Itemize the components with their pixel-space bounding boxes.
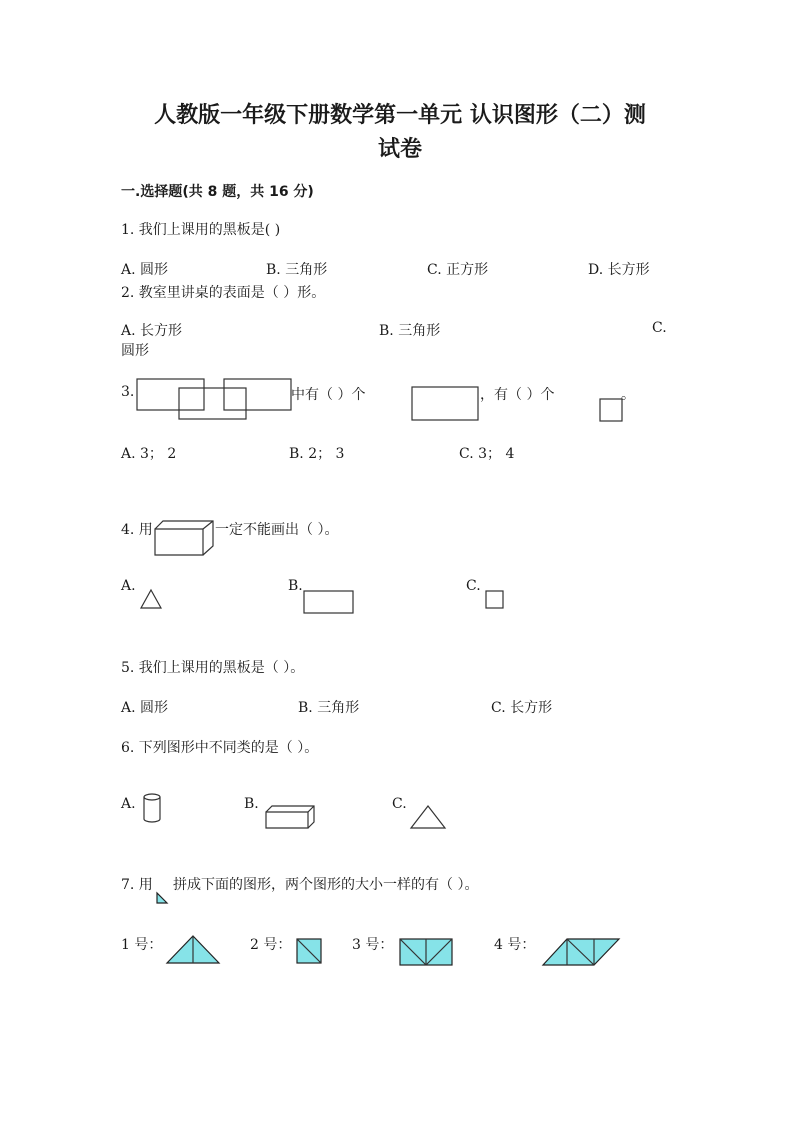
question-3-number: 3. bbox=[121, 384, 135, 400]
question-4-option-c: C. bbox=[466, 578, 481, 594]
question-1-option-b: B. 三角形 bbox=[266, 262, 328, 278]
question-6-option-c: C. bbox=[392, 796, 407, 812]
figure-1-triangle-icon bbox=[166, 935, 222, 967]
question-5-option-b: B. 三角形 bbox=[298, 700, 360, 716]
rectangle-icon bbox=[411, 386, 481, 422]
question-7-number: 7. 用 bbox=[121, 877, 153, 893]
question-4-option-b: B. bbox=[288, 578, 303, 594]
question-2-option-c: C. bbox=[652, 320, 667, 336]
figure-2-label: 2 号： bbox=[250, 937, 292, 953]
figure-rect-1 bbox=[137, 379, 204, 410]
triangle-icon bbox=[140, 588, 164, 610]
triangle-icon bbox=[410, 804, 448, 830]
question-1-option-d: D. 长方形 bbox=[588, 262, 650, 278]
question-4-option-a: A. bbox=[121, 578, 136, 594]
section-heading: 一.选择题(共 8 题，共 16 分) bbox=[121, 184, 314, 200]
question-6-stem: 6. 下列图形中不同类的是（ ）。 bbox=[121, 740, 319, 756]
question-5-option-c: C. 长方形 bbox=[491, 700, 553, 716]
question-5-option-a: A. 圆形 bbox=[121, 700, 169, 716]
small-triangle-piece-icon bbox=[156, 892, 170, 906]
figure-rect-2 bbox=[224, 379, 291, 410]
figure-3-label: 3 号： bbox=[352, 937, 394, 953]
question-7-stem: 拼成下面的图形，两个图形的大小一样的有（ ）。 bbox=[173, 877, 479, 893]
question-3-mid-text: 中有（ ）个 bbox=[291, 387, 366, 403]
page-title-continued: 试卷 bbox=[377, 137, 422, 162]
cuboid-icon bbox=[153, 519, 217, 557]
figure-3-rectangle-icon bbox=[399, 938, 455, 968]
question-2-option-b: B. 三角形 bbox=[379, 323, 441, 339]
question-1-option-c: C. 正方形 bbox=[427, 262, 489, 278]
figure-4-label: 4 号： bbox=[494, 937, 536, 953]
question-4-stem: 一定不能画出（ ）。 bbox=[215, 522, 339, 538]
overlapping-squares-figure bbox=[136, 378, 296, 422]
figure-2-square-icon bbox=[296, 938, 324, 966]
cylinder-icon bbox=[142, 793, 164, 825]
page-title: 人教版一年级下册数学第一单元 认识图形（二）测 bbox=[154, 103, 646, 128]
question-3-option-b: B. 2； 3 bbox=[289, 446, 345, 462]
question-3-option-a: A. 3； 2 bbox=[121, 446, 177, 462]
figure-1-label: 1 号： bbox=[121, 937, 163, 953]
question-5-stem: 5. 我们上课用的黑板是（ ）。 bbox=[121, 660, 305, 676]
question-3-end-text: ，有（ ）个 bbox=[480, 387, 555, 403]
question-2-stem: 2. 教室里讲桌的表面是（ ）形。 bbox=[121, 285, 326, 301]
question-6-option-a: A. bbox=[121, 796, 136, 812]
question-4-number: 4. 用 bbox=[121, 522, 153, 538]
rectangle-icon bbox=[303, 590, 355, 615]
figure-4-parallelogram-icon bbox=[542, 938, 622, 968]
question-3-end-period: 。 bbox=[621, 387, 635, 403]
question-1-option-a: A. 圆形 bbox=[121, 262, 169, 278]
square-icon bbox=[485, 590, 505, 610]
question-2-option-a: A. 长方形 bbox=[121, 323, 183, 339]
question-1-stem: 1. 我们上课用的黑板是( ) bbox=[121, 222, 281, 238]
question-3-option-c: C. 3； 4 bbox=[459, 446, 515, 462]
question-2-option-c-text: 圆形 bbox=[121, 343, 149, 359]
question-6-option-b: B. bbox=[244, 796, 259, 812]
figure-rect-3 bbox=[179, 388, 246, 419]
cuboid-icon bbox=[264, 804, 316, 830]
